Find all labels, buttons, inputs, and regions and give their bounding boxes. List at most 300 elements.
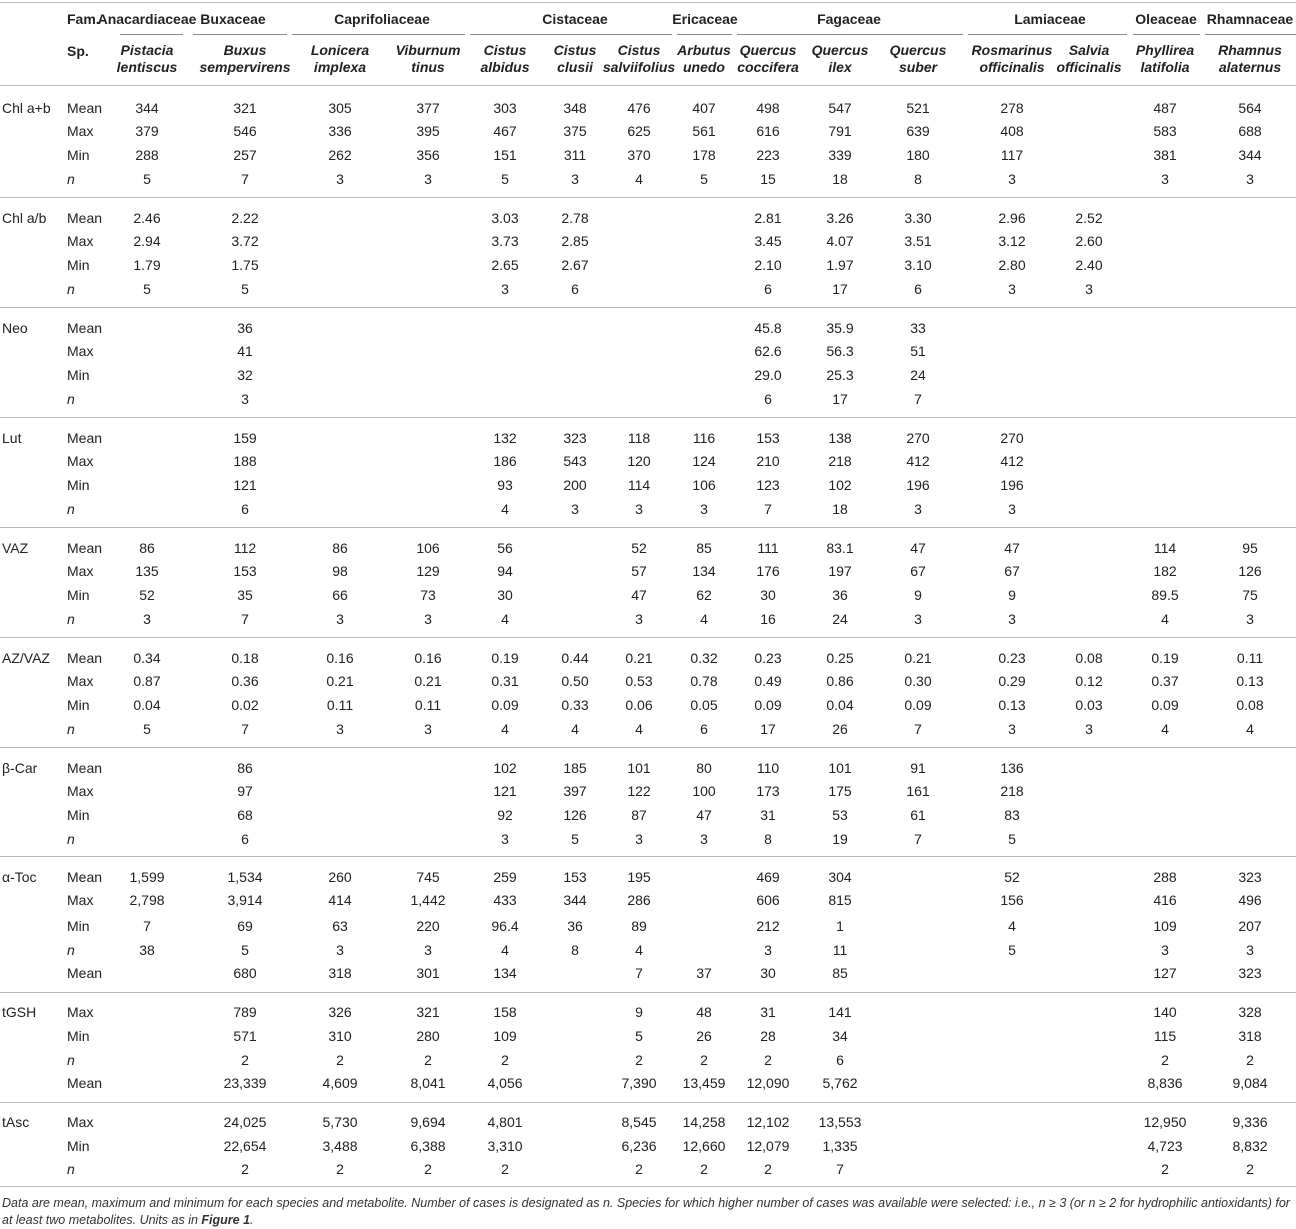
table-cell: 16 [760,611,776,627]
table-cell: 2 [501,1052,509,1068]
table-cell: 2.40 [1075,257,1103,273]
table-cell: 344 [135,100,159,116]
table-cell: 9 [914,587,922,603]
table-cell: 4 [1008,918,1016,934]
group-separator [0,527,1296,528]
table-cell: 132 [493,430,517,446]
table-cell: 9,084 [1232,1075,1268,1091]
table-cell: 1,442 [410,892,446,908]
table-cell: 571 [233,1028,257,1044]
table-cell: 97 [237,783,253,799]
species-header: Quercus suber [889,42,947,75]
family-underline [737,34,963,35]
table-cell: 0.21 [904,650,932,666]
metabolite-label: Chl a/b [2,210,47,226]
table-cell: 0.04 [133,697,161,713]
table-cell: 67 [1004,563,1020,579]
table-cell: 4 [1161,721,1169,737]
table-cell: 1.79 [133,257,161,273]
table-cell: 3 [700,831,708,847]
table-cell: 186 [493,453,517,469]
sp-label: Sp. [67,43,89,59]
table-cell: 6 [914,281,922,297]
stat-label: Max [67,563,94,579]
stat-label: Min [67,257,90,273]
table-cell: 3.73 [491,233,519,249]
stat-label: Max [67,783,94,799]
table-cell: 62.6 [754,343,782,359]
table-cell: 0.87 [133,673,161,689]
table-cell: 0.06 [625,697,653,713]
table-cell: 121 [493,783,517,799]
table-cell: 408 [1000,123,1024,139]
family-underline [470,34,672,35]
table-cell: 218 [828,453,852,469]
table-cell: 7 [143,918,151,934]
table-cell: 321 [233,100,257,116]
family-underline [292,34,465,35]
table-cell: 24 [832,611,848,627]
table-cell: 3.51 [904,233,932,249]
table-cell: 3 [571,501,579,517]
table-cell: 2 [336,1161,344,1177]
stat-label: Mean [67,965,103,981]
table-cell: 196 [906,477,930,493]
table-cell: 35.9 [826,320,854,336]
stat-label: Min [67,918,90,934]
table-cell: 48 [696,1004,712,1020]
metabolite-label: Neo [2,320,28,336]
stat-label: Max [67,123,94,139]
table-cell: 356 [416,147,440,163]
table-cell: 85 [696,540,712,556]
stat-label: Max [67,233,94,249]
species-header: Cistus salviifolius [602,42,676,75]
table-cell: 3 [1246,942,1254,958]
table-cell: 3 [700,501,708,517]
table-cell: 412 [1000,453,1024,469]
figure-reference: Figure 1 [201,1213,251,1227]
table-cell: 218 [1000,783,1024,799]
table-cell: 3 [914,611,922,627]
species-header: Quercus coccifera [737,42,799,75]
table-cell: 101 [627,760,651,776]
table-cell: 3 [501,281,509,297]
species-header: Cistus clusii [553,42,597,75]
table-cell: 4,609 [322,1075,358,1091]
stat-label: n [67,171,75,187]
table-cell: 1,534 [227,869,263,885]
table-cell: 51 [910,343,926,359]
table-cell: 2 [764,1052,772,1068]
family-underline [968,34,1127,35]
table-cell: 93 [497,477,513,493]
table-cell: 6 [700,721,708,737]
table-cell: 564 [1238,100,1262,116]
table-cell: 6 [836,1052,844,1068]
table-cell: 3 [1161,171,1169,187]
table-cell: 0.19 [1151,650,1179,666]
table-cell: 3 [1008,611,1016,627]
table-cell: 0.53 [625,673,653,689]
table-cell: 6,236 [621,1138,657,1154]
table-cell: 328 [1238,1004,1262,1020]
stat-label: Min [67,367,90,383]
table-cell: 2.81 [754,210,782,226]
table-cell: 5 [1008,942,1016,958]
stat-label: Mean [67,100,103,116]
table-cell: 3 [424,721,432,737]
table-cell: 3,914 [227,892,263,908]
table-cell: 2,798 [129,892,165,908]
stat-label: Mean [67,869,103,885]
table-cell: 141 [828,1004,852,1020]
table-cell: 73 [420,587,436,603]
table-cell: 1.97 [826,257,854,273]
table-cell: 305 [328,100,352,116]
table-cell: 8 [764,831,772,847]
table-cell: 0.09 [754,697,782,713]
table-cell: 318 [1238,1028,1262,1044]
family-header: Ericaceae [672,11,738,27]
stat-label: Max [67,673,94,689]
table-cell: 4 [635,721,643,737]
table-cell: 11 [832,942,848,958]
table-cell: 158 [493,1004,517,1020]
stat-label: Max [67,343,94,359]
table-cell: 4 [501,942,509,958]
stat-label: Min [67,1028,90,1044]
table-cell: 129 [416,563,440,579]
table-cell: 326 [328,1004,352,1020]
table-cell: 543 [563,453,587,469]
table-cell: 3 [1246,611,1254,627]
table-cell: 0.04 [826,697,854,713]
table-cell: 52 [139,587,155,603]
table-cell: 5 [501,171,509,187]
table-cell: 6 [241,831,249,847]
table-cell: 38 [139,942,155,958]
stat-label: Mean [67,540,103,556]
table-cell: 182 [1153,563,1177,579]
table-cell: 395 [416,123,440,139]
table-cell: 0.78 [690,673,718,689]
table-cell: 262 [328,147,352,163]
table-cell: 7 [914,721,922,737]
table-cell: 270 [1000,430,1024,446]
table-cell: 469 [756,869,780,885]
table-cell: 110 [756,760,780,776]
table-cell: 0.33 [561,697,589,713]
stat-label: Mean [67,430,103,446]
table-cell: 0.02 [231,697,259,713]
metabolite-label: α-Toc [2,869,37,885]
table-cell: 63 [332,918,348,934]
table-cell: 4,723 [1147,1138,1183,1154]
table-cell: 9,694 [410,1114,446,1130]
table-cell: 375 [563,123,587,139]
table-cell: 57 [631,563,647,579]
group-separator [0,992,1296,993]
table-cell: 304 [828,869,852,885]
table-cell: 62 [696,587,712,603]
table-cell: 0.25 [826,650,854,666]
table-cell: 2.96 [998,210,1026,226]
stat-label: Max [67,1114,94,1130]
table-cell: 89 [631,918,647,934]
table-cell: 344 [1238,147,1262,163]
table-cell: 2 [1246,1052,1254,1068]
stat-label: Mean [67,320,103,336]
table-cell: 176 [756,563,780,579]
table-cell: 379 [135,123,159,139]
table-cell: 323 [1238,869,1262,885]
table-cell: 200 [563,477,587,493]
stat-label: Mean [67,210,103,226]
table-cell: 487 [1153,100,1177,116]
table-cell: 14,258 [682,1114,726,1130]
table-cell: 138 [828,430,852,446]
table-cell: 6 [764,281,772,297]
table-cell: 2.80 [998,257,1026,273]
table-cell: 1 [836,918,844,934]
table-cell: 25.3 [826,367,854,383]
table-cell: 15 [760,171,776,187]
table-cell: 4 [501,721,509,737]
table-cell: 95 [1242,540,1258,556]
stat-label: n [67,1052,75,1068]
table-cell: 18 [832,501,848,517]
table-cell: 47 [696,807,712,823]
table-cell: 0.86 [826,673,854,689]
table-cell: 12,079 [746,1138,790,1154]
species-header: Salvia officinalis [1056,42,1122,75]
table-cell: 32 [237,367,253,383]
table-cell: 197 [828,563,852,579]
table-cell: 476 [627,100,651,116]
table-cell: 17 [832,281,848,297]
table-cell: 7 [635,965,643,981]
species-header: Arbutus unedo [677,42,731,75]
table-cell: 2.60 [1075,233,1103,249]
table-cell: 0.09 [904,697,932,713]
table-cell: 4,056 [487,1075,523,1091]
table-cell: 47 [1004,540,1020,556]
table-cell: 370 [627,147,651,163]
family-header: Oleaceae [1135,11,1197,27]
table-cell: 416 [1153,892,1177,908]
table-cell: 134 [692,563,716,579]
table-cell: 115 [1153,1028,1177,1044]
group-separator [0,637,1296,638]
table-cell: 2.65 [491,257,519,273]
table-cell: 5 [700,171,708,187]
table-cell: 30 [760,587,776,603]
group-separator [0,1102,1296,1103]
table-cell: 5 [635,1028,643,1044]
table-cell: 8,832 [1232,1138,1268,1154]
family-header: Fagaceae [817,11,881,27]
table-cell: 4,801 [487,1114,523,1130]
table-cell: 0.11 [414,697,442,713]
table-cell: 4 [635,942,643,958]
table-cell: 2 [501,1161,509,1177]
table-cell: 414 [328,892,352,908]
table-cell: 0.30 [904,673,932,689]
table-cell: 153 [233,563,257,579]
table-cell: 85 [832,965,848,981]
table-cell: 45.8 [754,320,782,336]
table-cell: 175 [828,783,852,799]
table-cell: 625 [627,123,651,139]
table-cell: 433 [493,892,517,908]
table-cell: 0.11 [1236,650,1264,666]
table-cell: 0.23 [998,650,1026,666]
table-cell: 1.75 [231,257,259,273]
table-cell: 318 [328,965,352,981]
table-cell: 2.10 [754,257,782,273]
table-cell: 96.4 [491,918,519,934]
table-cell: 91 [910,760,926,776]
table-cell: 30 [760,965,776,981]
table-cell: 86 [332,540,348,556]
table-cell: 0.21 [414,673,442,689]
table-cell: 2 [1161,1161,1169,1177]
table-cell: 0.34 [133,650,161,666]
stat-label: n [67,831,75,847]
table-cell: 0.44 [561,650,589,666]
table-cell: 2 [241,1052,249,1068]
table-cell: 5,762 [822,1075,858,1091]
table-cell: 24 [910,367,926,383]
table-cell: 86 [237,760,253,776]
table-cell: 3 [1008,721,1016,737]
table-cell: 2 [424,1052,432,1068]
table-cell: 220 [416,918,440,934]
table-cell: 0.12 [1075,673,1103,689]
table-cell: 9 [635,1004,643,1020]
table-cell: 412 [906,453,930,469]
metabolite-label: AZ/VAZ [2,650,50,666]
metabolite-label: tGSH [2,1004,37,1020]
table-cell: 259 [493,869,517,885]
table-cell: 3 [241,391,249,407]
table-cell: 3 [424,942,432,958]
table-cell: 0.36 [231,673,259,689]
table-cell: 12,102 [746,1114,790,1130]
group-separator [0,307,1296,308]
table-cell: 2.94 [133,233,161,249]
family-header: Rhamnaceae [1206,11,1294,27]
stat-label: Mean [67,760,103,776]
table-cell: 583 [1153,123,1177,139]
stat-label: Min [67,587,90,603]
table-cell: 323 [1238,965,1262,981]
group-separator [0,417,1296,418]
table-cell: 37 [696,965,712,981]
table-cell: 98 [332,563,348,579]
table-cell: 161 [906,783,930,799]
table-cell: 3 [764,942,772,958]
table-cell: 52 [1004,869,1020,885]
table-cell: 4 [1161,611,1169,627]
table-cell: 67 [910,563,926,579]
table-cell: 34 [832,1028,848,1044]
family-header: Buxaceae [200,11,266,27]
table-cell: 3.03 [491,210,519,226]
table-cell: 467 [493,123,517,139]
metabolite-label: Chl a+b [2,100,51,116]
table-cell: 2 [700,1161,708,1177]
table-cell: 2 [1246,1161,1254,1177]
table-cell: 336 [328,123,352,139]
table-cell: 36 [567,918,583,934]
table-cell: 26 [832,721,848,737]
table-cell: 3.45 [754,233,782,249]
table-cell: 28 [760,1028,776,1044]
table-cell: 13,459 [682,1075,726,1091]
table-cell: 3 [1008,171,1016,187]
table-cell: 7 [914,391,922,407]
table-cell: 0.29 [998,673,1026,689]
table-cell: 31 [760,807,776,823]
metabolite-label: β-Car [2,760,38,776]
table-cell: 210 [756,453,780,469]
table-cell: 122 [627,783,651,799]
table-cell: 75 [1242,587,1258,603]
table-cell: 212 [756,918,780,934]
table-cell: 280 [416,1028,440,1044]
table-cell: 180 [906,147,930,163]
table-cell: 24,025 [223,1114,267,1130]
table-cell: 151 [493,147,517,163]
table-cell: 606 [756,892,780,908]
table-cell: 89.5 [1151,587,1179,603]
table-cell: 2 [336,1052,344,1068]
table-cell: 0.21 [326,673,354,689]
table-cell: 124 [692,453,716,469]
table-cell: 815 [828,892,852,908]
table-cell: 47 [910,540,926,556]
table-cell: 7 [241,171,249,187]
table-cell: 3 [336,721,344,737]
stat-label: Max [67,1004,94,1020]
table-cell: 3 [336,942,344,958]
table-cell: 94 [497,563,513,579]
table-cell: 6 [764,391,772,407]
table-cell: 2.22 [231,210,259,226]
table-cell: 3.10 [904,257,932,273]
table-cell: 22,654 [223,1138,267,1154]
table-cell: 561 [692,123,716,139]
table-cell: 136 [1000,760,1024,776]
species-header: Cistus albidus [480,42,530,75]
table-cell: 2 [424,1161,432,1177]
table-cell: 397 [563,783,587,799]
footnote-text: Data are mean, maximum and minimum for each species and metabolite. Number of cases is designated as n. Species for which higher number of cases was available were selected: i.e., n ≥ 3 (or n ≥ 2 for hydrophilic antioxidants) for at least two metabolites. Units as in [2,1196,1290,1227]
table-cell: 8,545 [621,1114,657,1130]
table-cell: 688 [1238,123,1262,139]
table-cell: 4 [571,721,579,737]
stat-label: n [67,611,75,627]
table-cell: 23,339 [223,1075,267,1091]
family-header: Anacardiaceae [97,11,197,27]
table-cell: 8,041 [410,1075,446,1091]
table-cell: 5 [143,721,151,737]
table-cell: 789 [233,1004,257,1020]
table-cell: 7 [764,501,772,517]
table-cell: 496 [1238,892,1262,908]
